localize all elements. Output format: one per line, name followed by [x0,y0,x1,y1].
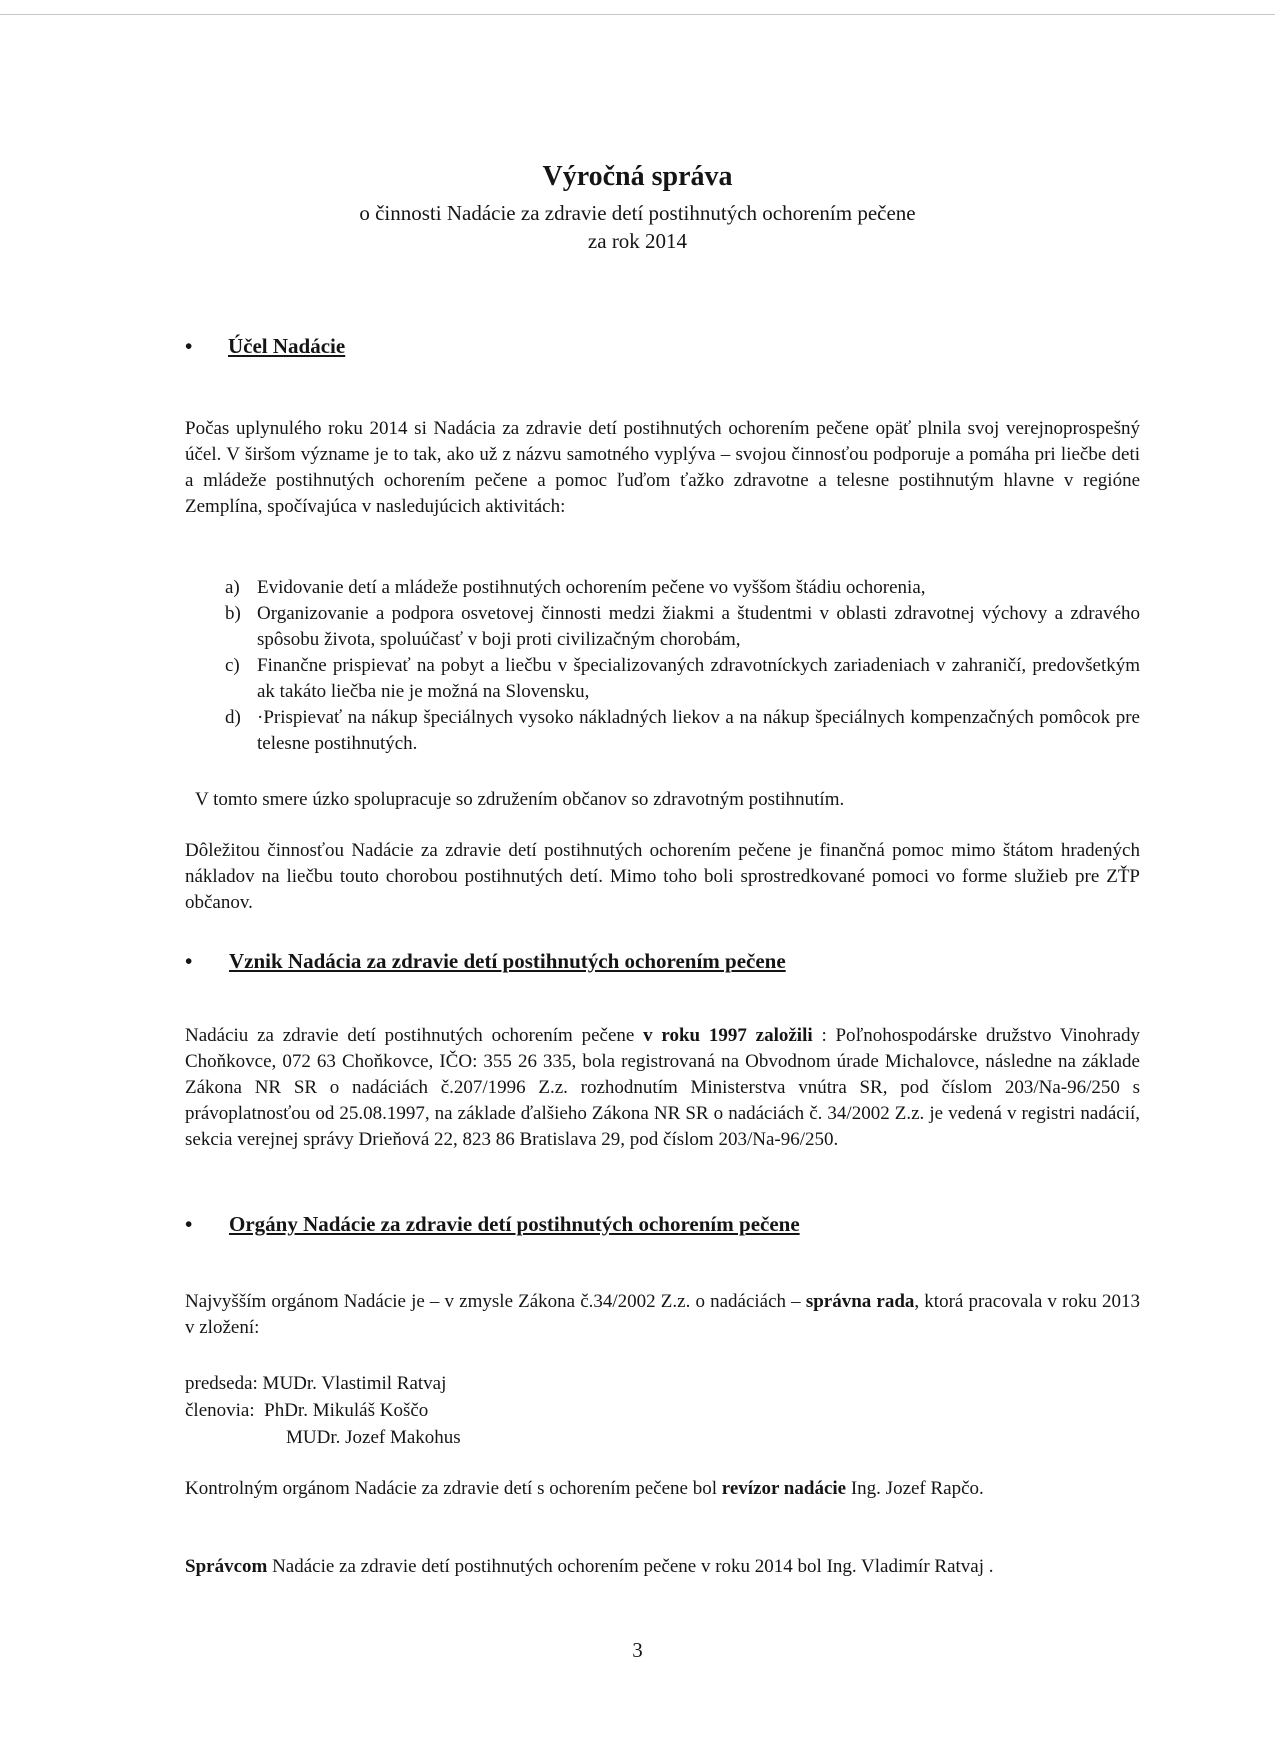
subtitle-line-1: o činnosti Nadácie za zdravie detí postihnutých ochorením pečene [359,201,916,225]
founding-text-rest: : Poľnohospodárske družstvo Vinohrady Choňkovce, 072 63 Choňkovce, IČO: 355 26 335, bola registrovaná na Obvodnom úrade Michalovce, následne na základe Zákona NR SR o nadáciách č.207/1996 Z.z. rozhodnutím Ministerstva vnútra SR, pod číslom 203/Na-96/250 s právoplatnosťou od 25.08.1997, na základe ďalšieho Zákona NR SR o nadáciách č. 34/2002 Z.z. je vedená v registri nadácií, sekcia verejnej správy Drieňová 22, 823 86 Bratislava 29, pod číslom 203/Na-96/250. [185,1025,1141,1150]
control-text-bold: revízor nadácie [721,1478,847,1499]
scan-edge-line [0,14,1275,15]
list-item-text: Evidovanie detí a mládeže postihnutých ochorením pečene vo vyššom štádiu ochorenia, [257,577,926,598]
board-text-start: Najvyšším orgánom Nadácie je – v zmysle Zákona č.34/2002 Z.z. o nadáciách – [185,1291,801,1312]
list-marker: c) [225,655,240,676]
list-item [210,575,1140,601]
board-member-2: MUDr. Jozef Makohus [286,1427,461,1448]
paragraph-founding [185,1023,1140,1153]
list-marker: d) [225,707,241,728]
paragraph-financial-help: Dôležitou činnosťou Nadácie za zdravie detí postihnutých ochorením pečene je finančná pomoc mimo štátom hradených nákladov na liečbu touto chorobou postihnutých detí. Mimo toho boli sprostredkované pomoci vo forme služieb pre ZŤP občanov. [185,840,1140,913]
admin-text-rest: Nadácie za zdravie detí postihnutých ochorením pečene v roku 2014 bol Ing. Vladimír Ratvaj . [272,1556,994,1577]
list-item [210,705,1140,757]
subtitle-line-2: za rok 2014 [587,229,688,253]
founding-text-bold: v roku 1997 založili [643,1025,813,1046]
list-item-text: Finančne prispievať na pobyt a liečbu v špecializovaných zdravotníckych zariadeniach v zahraničí, predovšetkým ak takáto liečba nie je možná na Slovensku, [257,655,1140,702]
founding-text-start: Nadáciu za zdravie detí postihnutých ochorením pečene [185,1025,635,1046]
bullet-icon: • [185,334,193,358]
bullet-icon: • [185,1212,193,1236]
document-title: Výročná správa [542,161,733,192]
section-heading-text: Vznik Nadácia za zdravie detí postihnutých ochorením pečene [229,949,786,973]
board-chair: predseda: MUDr. Vlastimil Ratvaj [185,1373,447,1394]
activity-list [210,575,1140,757]
document-subtitle [0,199,1275,255]
list-item [210,653,1140,705]
list-item-text: ·Prispievať na nákup špeciálnych vysoko nákladných liekov a na nákup špeciálnych kompenzačných pomôcok pre telesne postihnutých. [257,707,1140,754]
paragraph-board [185,1289,1140,1341]
bullet-icon: • [185,949,193,973]
paragraph-control [185,1476,1140,1502]
list-item-text: Organizovanie a podpora osvetovej činnosti medzi žiakmi a študentmi v oblasti zdravotnej výchovy a zdravého spôsobu života, spoluúčasť v boji proti civilizačným chorobám, [257,603,1140,650]
section-heading-text: Účel Nadácie [228,334,346,358]
list-marker: b) [225,603,241,624]
board-members: členovia: PhDr. Mikuláš Koščo [185,1400,429,1421]
list-marker: a) [225,577,240,598]
board-text-rest: , ktorá pracovala v roku 2013 v zložení: [185,1291,1141,1338]
paragraph-purpose: Počas uplynulého roku 2014 si Nadácia za zdravie detí postihnutých ochorením pečene opäť plnila svoj verejnoprospešný účel. V širšom význame je to tak, ako už z názvu samotného vyplýva – svojou činnosťou podporuje a pomáha pri liečbe deti a mládeže postihnutých ochorením pečene a pomoc ľuďom ťažko zdravotne a telesne postihnutým hlavne v regióne Zemplína, spočívajúca v nasledujúcich aktivitách: [185,418,1140,517]
page-number: 3 [632,1638,643,1662]
section-heading-text: Orgány Nadácie za zdravie detí postihnutých ochorením pečene [229,1212,800,1236]
admin-text-bold: Správcom [185,1556,268,1577]
board-text-bold: správna rada [805,1291,915,1312]
control-text-start: Kontrolným orgánom Nadácie za zdravie detí s ochorením pečene bol [185,1478,717,1499]
paragraph-administrator [185,1554,1140,1580]
control-text-rest: Ing. Jozef Rapčo. [850,1478,984,1499]
list-item [210,601,1140,653]
cooperation-sentence: V tomto smere úzko spolupracuje so združením občanov so zdravotným postihnutím. [195,789,845,810]
